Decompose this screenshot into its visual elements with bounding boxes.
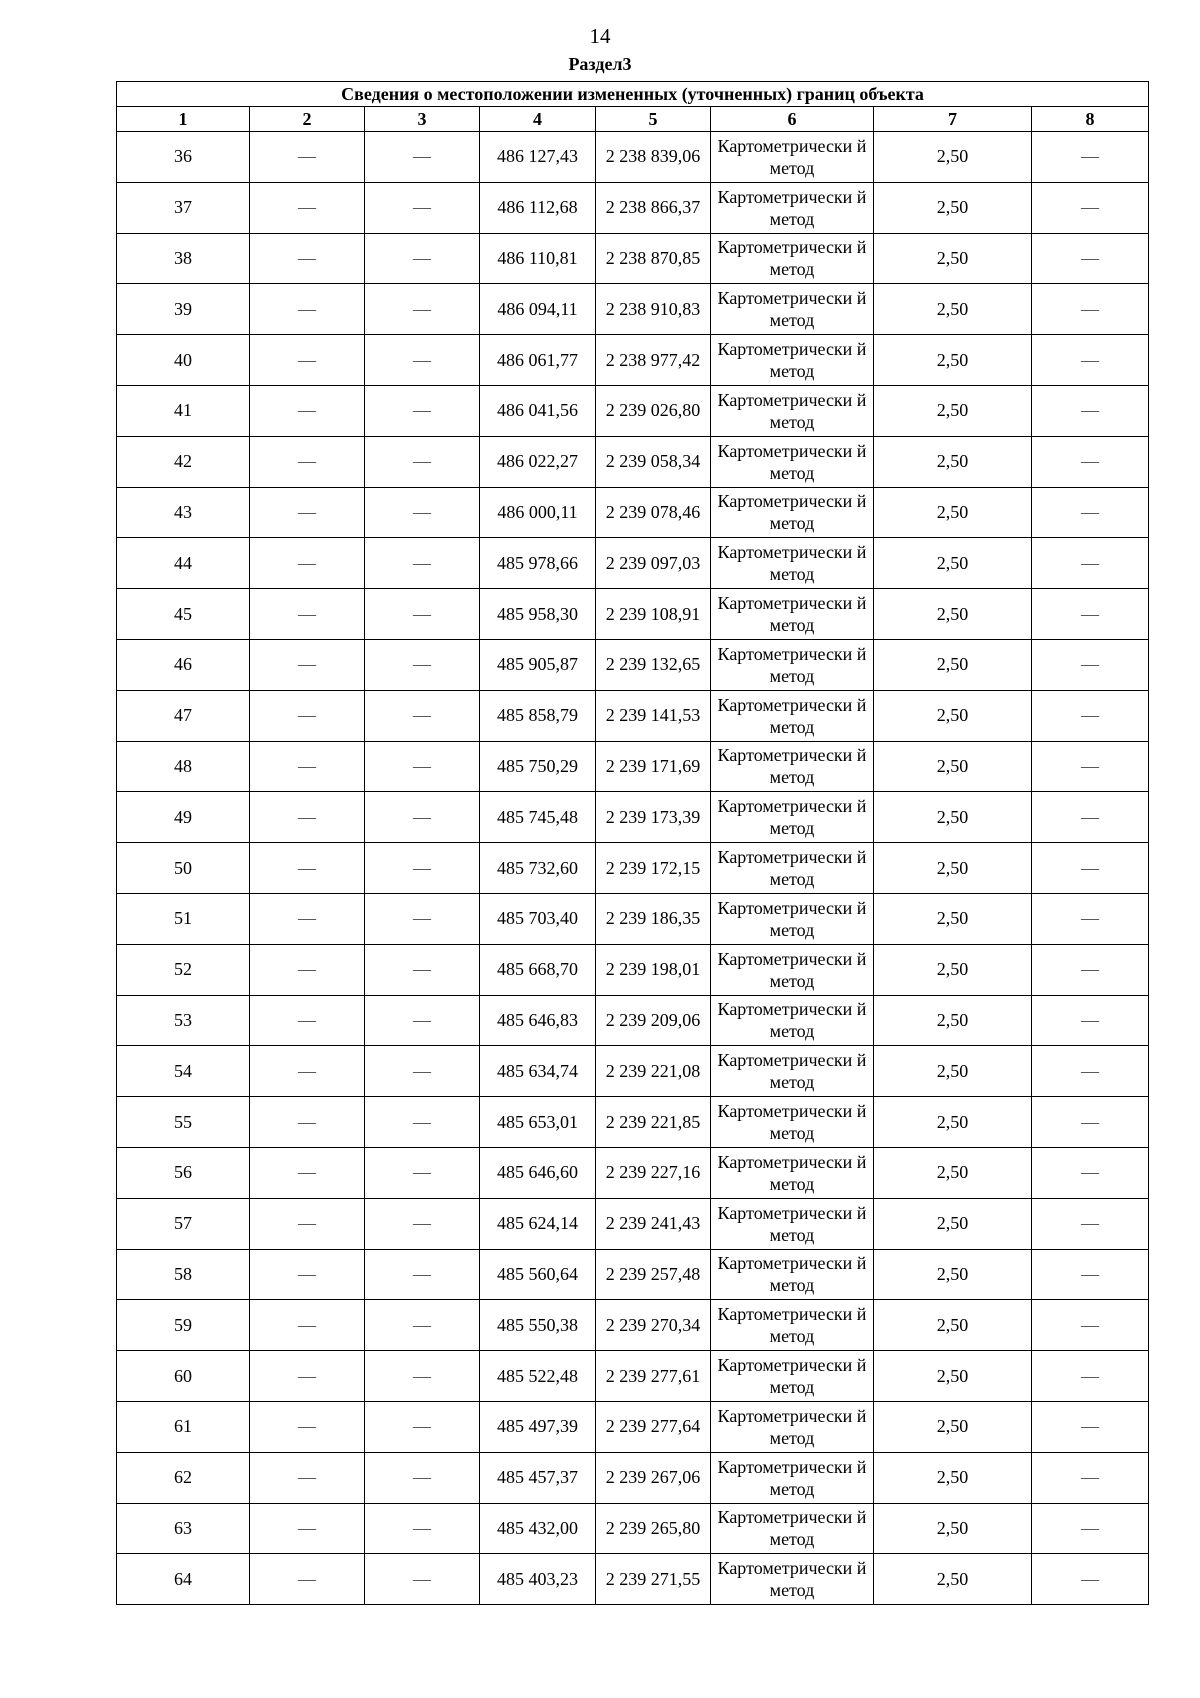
x-coordinate-cell: 486 094,11 [480, 284, 596, 335]
table-row [117, 233, 1149, 284]
point-number-cell: 45 [117, 589, 250, 640]
point-number-cell: 36 [117, 132, 250, 183]
method-cell: Картометрически й метод [711, 1503, 874, 1554]
y-coordinate-cell: 2 239 221,85 [596, 1097, 711, 1148]
column-header: 8 [1032, 107, 1149, 132]
col8-cell: — [1032, 1452, 1149, 1503]
point-number-cell: 41 [117, 385, 250, 436]
point-number-cell: 48 [117, 741, 250, 792]
col2-cell: — [250, 1198, 365, 1249]
method-cell: Картометрически й метод [711, 284, 874, 335]
col3-cell: — [365, 436, 480, 487]
col2-cell: — [250, 741, 365, 792]
accuracy-cell: 2,50 [874, 741, 1032, 792]
col2-cell: — [250, 538, 365, 589]
y-coordinate-cell: 2 239 171,69 [596, 741, 711, 792]
accuracy-cell: 2,50 [874, 487, 1032, 538]
col8-cell: — [1032, 1300, 1149, 1351]
col3-cell: — [365, 1554, 480, 1605]
col2-cell: — [250, 233, 365, 284]
col2-cell: — [250, 132, 365, 183]
accuracy-cell: 2,50 [874, 436, 1032, 487]
col3-cell: — [365, 335, 480, 386]
col2-cell: — [250, 690, 365, 741]
column-header: 2 [250, 107, 365, 132]
col3-cell: — [365, 995, 480, 1046]
col2-cell: — [250, 284, 365, 335]
table-row [117, 1147, 1149, 1198]
table-row [117, 893, 1149, 944]
col8-cell: — [1032, 944, 1149, 995]
col3-cell: — [365, 385, 480, 436]
col3-cell: — [365, 1452, 480, 1503]
accuracy-cell: 2,50 [874, 1097, 1032, 1148]
y-coordinate-cell: 2 239 198,01 [596, 944, 711, 995]
accuracy-cell: 2,50 [874, 1046, 1032, 1097]
col2-cell: — [250, 1300, 365, 1351]
col3-cell: — [365, 1401, 480, 1452]
point-number-cell: 43 [117, 487, 250, 538]
accuracy-cell: 2,50 [874, 639, 1032, 690]
point-number-cell: 37 [117, 182, 250, 233]
x-coordinate-cell: 485 646,83 [480, 995, 596, 1046]
y-coordinate-cell: 2 239 277,61 [596, 1351, 711, 1402]
col3-cell: — [365, 792, 480, 843]
x-coordinate-cell: 486 110,81 [480, 233, 596, 284]
x-coordinate-cell: 486 112,68 [480, 182, 596, 233]
accuracy-cell: 2,50 [874, 1300, 1032, 1351]
method-cell: Картометрически й метод [711, 182, 874, 233]
col8-cell: — [1032, 995, 1149, 1046]
point-number-cell: 63 [117, 1503, 250, 1554]
table-row [117, 1198, 1149, 1249]
col3-cell: — [365, 843, 480, 894]
point-number-cell: 42 [117, 436, 250, 487]
table-row [117, 589, 1149, 640]
col8-cell: — [1032, 1351, 1149, 1402]
x-coordinate-cell: 486 000,11 [480, 487, 596, 538]
column-header: 5 [596, 107, 711, 132]
col3-cell: — [365, 1147, 480, 1198]
method-cell: Картометрически й метод [711, 639, 874, 690]
col8-cell: — [1032, 1198, 1149, 1249]
x-coordinate-cell: 485 432,00 [480, 1503, 596, 1554]
col8-cell: — [1032, 792, 1149, 843]
accuracy-cell: 2,50 [874, 182, 1032, 233]
y-coordinate-cell: 2 238 839,06 [596, 132, 711, 183]
accuracy-cell: 2,50 [874, 589, 1032, 640]
col2-cell: — [250, 436, 365, 487]
y-coordinate-cell: 2 239 270,34 [596, 1300, 711, 1351]
col2-cell: — [250, 487, 365, 538]
method-cell: Картометрически й метод [711, 1300, 874, 1351]
method-cell: Картометрически й метод [711, 589, 874, 640]
col2-cell: — [250, 639, 365, 690]
method-cell: Картометрически й метод [711, 1147, 874, 1198]
table-row [117, 385, 1149, 436]
accuracy-cell: 2,50 [874, 1249, 1032, 1300]
table-row [117, 1046, 1149, 1097]
accuracy-cell: 2,50 [874, 944, 1032, 995]
accuracy-cell: 2,50 [874, 538, 1032, 589]
col2-cell: — [250, 1147, 365, 1198]
x-coordinate-cell: 486 061,77 [480, 335, 596, 386]
table-row [117, 284, 1149, 335]
col2-cell: — [250, 385, 365, 436]
col8-cell: — [1032, 132, 1149, 183]
method-cell: Картометрически й метод [711, 690, 874, 741]
table-caption: Сведения о местоположении измененных (уточненных) границ объекта [117, 82, 1149, 107]
section-title: Раздел3 [568, 54, 632, 74]
col3-cell: — [365, 944, 480, 995]
col2-cell: — [250, 843, 365, 894]
point-number-cell: 55 [117, 1097, 250, 1148]
column-header-row [117, 107, 1149, 132]
y-coordinate-cell: 2 239 227,16 [596, 1147, 711, 1198]
y-coordinate-cell: 2 238 977,42 [596, 335, 711, 386]
col8-cell: — [1032, 1503, 1149, 1554]
col3-cell: — [365, 487, 480, 538]
table-row [117, 792, 1149, 843]
point-number-cell: 60 [117, 1351, 250, 1402]
col8-cell: — [1032, 487, 1149, 538]
method-cell: Картометрически й метод [711, 893, 874, 944]
table-row [117, 1452, 1149, 1503]
table-row [117, 1351, 1149, 1402]
method-cell: Картометрически й метод [711, 1249, 874, 1300]
point-number-cell: 40 [117, 335, 250, 386]
y-coordinate-cell: 2 239 141,53 [596, 690, 711, 741]
x-coordinate-cell: 485 560,64 [480, 1249, 596, 1300]
accuracy-cell: 2,50 [874, 335, 1032, 386]
method-cell: Картометрически й метод [711, 1554, 874, 1605]
col3-cell: — [365, 538, 480, 589]
col8-cell: — [1032, 1046, 1149, 1097]
col8-cell: — [1032, 1147, 1149, 1198]
col8-cell: — [1032, 538, 1149, 589]
x-coordinate-cell: 486 127,43 [480, 132, 596, 183]
method-cell: Картометрически й метод [711, 233, 874, 284]
accuracy-cell: 2,50 [874, 843, 1032, 894]
col3-cell: — [365, 741, 480, 792]
column-header: 7 [874, 107, 1032, 132]
col3-cell: — [365, 1503, 480, 1554]
x-coordinate-cell: 485 745,48 [480, 792, 596, 843]
accuracy-cell: 2,50 [874, 1554, 1032, 1605]
col2-cell: — [250, 1097, 365, 1148]
y-coordinate-cell: 2 238 866,37 [596, 182, 711, 233]
col2-cell: — [250, 944, 365, 995]
point-number-cell: 59 [117, 1300, 250, 1351]
col2-cell: — [250, 335, 365, 386]
accuracy-cell: 2,50 [874, 893, 1032, 944]
col2-cell: — [250, 995, 365, 1046]
x-coordinate-cell: 485 646,60 [480, 1147, 596, 1198]
x-coordinate-cell: 485 634,74 [480, 1046, 596, 1097]
col8-cell: — [1032, 1249, 1149, 1300]
column-header: 6 [711, 107, 874, 132]
col2-cell: — [250, 1452, 365, 1503]
x-coordinate-cell: 486 041,56 [480, 385, 596, 436]
col8-cell: — [1032, 843, 1149, 894]
accuracy-cell: 2,50 [874, 1198, 1032, 1249]
col8-cell: — [1032, 690, 1149, 741]
table-row [117, 995, 1149, 1046]
table-row [117, 741, 1149, 792]
x-coordinate-cell: 485 905,87 [480, 639, 596, 690]
method-cell: Картометрически й метод [711, 995, 874, 1046]
table-row [117, 843, 1149, 894]
method-cell: Картометрически й метод [711, 843, 874, 894]
x-coordinate-cell: 485 958,30 [480, 589, 596, 640]
method-cell: Картометрически й метод [711, 1097, 874, 1148]
y-coordinate-cell: 2 239 277,64 [596, 1401, 711, 1452]
x-coordinate-cell: 485 550,38 [480, 1300, 596, 1351]
accuracy-cell: 2,50 [874, 284, 1032, 335]
column-header: 1 [117, 107, 250, 132]
y-coordinate-cell: 2 239 108,91 [596, 589, 711, 640]
col8-cell: — [1032, 284, 1149, 335]
y-coordinate-cell: 2 239 265,80 [596, 1503, 711, 1554]
x-coordinate-cell: 485 457,37 [480, 1452, 596, 1503]
col2-cell: — [250, 1401, 365, 1452]
table-row [117, 1097, 1149, 1148]
method-cell: Картометрически й метод [711, 741, 874, 792]
col3-cell: — [365, 1046, 480, 1097]
col3-cell: — [365, 893, 480, 944]
col8-cell: — [1032, 1554, 1149, 1605]
col8-cell: — [1032, 385, 1149, 436]
y-coordinate-cell: 2 239 026,80 [596, 385, 711, 436]
point-number-cell: 52 [117, 944, 250, 995]
table-row [117, 487, 1149, 538]
y-coordinate-cell: 2 239 132,65 [596, 639, 711, 690]
accuracy-cell: 2,50 [874, 1401, 1032, 1452]
accuracy-cell: 2,50 [874, 995, 1032, 1046]
point-number-cell: 38 [117, 233, 250, 284]
table-row [117, 1503, 1149, 1554]
method-cell: Картометрически й метод [711, 436, 874, 487]
x-coordinate-cell: 485 403,23 [480, 1554, 596, 1605]
col2-cell: — [250, 893, 365, 944]
col2-cell: — [250, 1503, 365, 1554]
table-row [117, 944, 1149, 995]
accuracy-cell: 2,50 [874, 385, 1032, 436]
y-coordinate-cell: 2 239 173,39 [596, 792, 711, 843]
method-cell: Картометрически й метод [711, 385, 874, 436]
point-number-cell: 50 [117, 843, 250, 894]
col3-cell: — [365, 233, 480, 284]
table-row [117, 1249, 1149, 1300]
col8-cell: — [1032, 1097, 1149, 1148]
table-row [117, 1401, 1149, 1452]
accuracy-cell: 2,50 [874, 1503, 1032, 1554]
col8-cell: — [1032, 893, 1149, 944]
y-coordinate-cell: 2 239 209,06 [596, 995, 711, 1046]
y-coordinate-cell: 2 239 058,34 [596, 436, 711, 487]
y-coordinate-cell: 2 238 870,85 [596, 233, 711, 284]
method-cell: Картометрически й метод [711, 335, 874, 386]
y-coordinate-cell: 2 239 271,55 [596, 1554, 711, 1605]
col3-cell: — [365, 1300, 480, 1351]
point-number-cell: 57 [117, 1198, 250, 1249]
col8-cell: — [1032, 182, 1149, 233]
y-coordinate-cell: 2 239 257,48 [596, 1249, 711, 1300]
method-cell: Картометрически й метод [711, 1401, 874, 1452]
col3-cell: — [365, 690, 480, 741]
method-cell: Картометрически й метод [711, 1046, 874, 1097]
table-row [117, 538, 1149, 589]
x-coordinate-cell: 485 858,79 [480, 690, 596, 741]
table-row [117, 1300, 1149, 1351]
point-number-cell: 64 [117, 1554, 250, 1605]
accuracy-cell: 2,50 [874, 132, 1032, 183]
method-cell: Картометрически й метод [711, 944, 874, 995]
x-coordinate-cell: 485 750,29 [480, 741, 596, 792]
point-number-cell: 54 [117, 1046, 250, 1097]
col3-cell: — [365, 1351, 480, 1402]
column-header: 4 [480, 107, 596, 132]
y-coordinate-cell: 2 239 172,15 [596, 843, 711, 894]
boundary-coordinates-table [116, 81, 1149, 1605]
x-coordinate-cell: 485 732,60 [480, 843, 596, 894]
col8-cell: — [1032, 335, 1149, 386]
point-number-cell: 51 [117, 893, 250, 944]
x-coordinate-cell: 485 624,14 [480, 1198, 596, 1249]
col3-cell: — [365, 132, 480, 183]
col8-cell: — [1032, 1401, 1149, 1452]
col8-cell: — [1032, 233, 1149, 284]
col3-cell: — [365, 182, 480, 233]
col2-cell: — [250, 792, 365, 843]
y-coordinate-cell: 2 238 910,83 [596, 284, 711, 335]
method-cell: Картометрически й метод [711, 792, 874, 843]
table-row [117, 436, 1149, 487]
col8-cell: — [1032, 589, 1149, 640]
point-number-cell: 47 [117, 690, 250, 741]
col8-cell: — [1032, 741, 1149, 792]
col2-cell: — [250, 1554, 365, 1605]
x-coordinate-cell: 485 522,48 [480, 1351, 596, 1402]
point-number-cell: 58 [117, 1249, 250, 1300]
col3-cell: — [365, 1097, 480, 1148]
point-number-cell: 53 [117, 995, 250, 1046]
method-cell: Картометрически й метод [711, 1351, 874, 1402]
point-number-cell: 49 [117, 792, 250, 843]
point-number-cell: 44 [117, 538, 250, 589]
y-coordinate-cell: 2 239 097,03 [596, 538, 711, 589]
point-number-cell: 61 [117, 1401, 250, 1452]
col2-cell: — [250, 182, 365, 233]
col3-cell: — [365, 1249, 480, 1300]
page-number: 14 [589, 24, 611, 48]
col3-cell: — [365, 1198, 480, 1249]
method-cell: Картометрически й метод [711, 538, 874, 589]
table-body [117, 132, 1149, 1605]
col3-cell: — [365, 639, 480, 690]
col8-cell: — [1032, 639, 1149, 690]
accuracy-cell: 2,50 [874, 792, 1032, 843]
table-row [117, 1554, 1149, 1605]
col3-cell: — [365, 284, 480, 335]
table-row [117, 690, 1149, 741]
table-row [117, 639, 1149, 690]
x-coordinate-cell: 485 653,01 [480, 1097, 596, 1148]
point-number-cell: 46 [117, 639, 250, 690]
x-coordinate-cell: 485 497,39 [480, 1401, 596, 1452]
method-cell: Картометрически й метод [711, 487, 874, 538]
point-number-cell: 39 [117, 284, 250, 335]
y-coordinate-cell: 2 239 221,08 [596, 1046, 711, 1097]
table-row [117, 335, 1149, 386]
point-number-cell: 62 [117, 1452, 250, 1503]
method-cell: Картометрически й метод [711, 1452, 874, 1503]
table-row [117, 132, 1149, 183]
x-coordinate-cell: 486 022,27 [480, 436, 596, 487]
col2-cell: — [250, 589, 365, 640]
y-coordinate-cell: 2 239 186,35 [596, 893, 711, 944]
accuracy-cell: 2,50 [874, 690, 1032, 741]
table-row [117, 182, 1149, 233]
accuracy-cell: 2,50 [874, 233, 1032, 284]
x-coordinate-cell: 485 703,40 [480, 893, 596, 944]
col2-cell: — [250, 1351, 365, 1402]
y-coordinate-cell: 2 239 078,46 [596, 487, 711, 538]
x-coordinate-cell: 485 668,70 [480, 944, 596, 995]
col2-cell: — [250, 1046, 365, 1097]
method-cell: Картометрически й метод [711, 1198, 874, 1249]
col3-cell: — [365, 589, 480, 640]
x-coordinate-cell: 485 978,66 [480, 538, 596, 589]
accuracy-cell: 2,50 [874, 1147, 1032, 1198]
col2-cell: — [250, 1249, 365, 1300]
column-header: 3 [365, 107, 480, 132]
y-coordinate-cell: 2 239 241,43 [596, 1198, 711, 1249]
accuracy-cell: 2,50 [874, 1452, 1032, 1503]
col8-cell: — [1032, 436, 1149, 487]
method-cell: Картометрически й метод [711, 132, 874, 183]
point-number-cell: 56 [117, 1147, 250, 1198]
y-coordinate-cell: 2 239 267,06 [596, 1452, 711, 1503]
accuracy-cell: 2,50 [874, 1351, 1032, 1402]
